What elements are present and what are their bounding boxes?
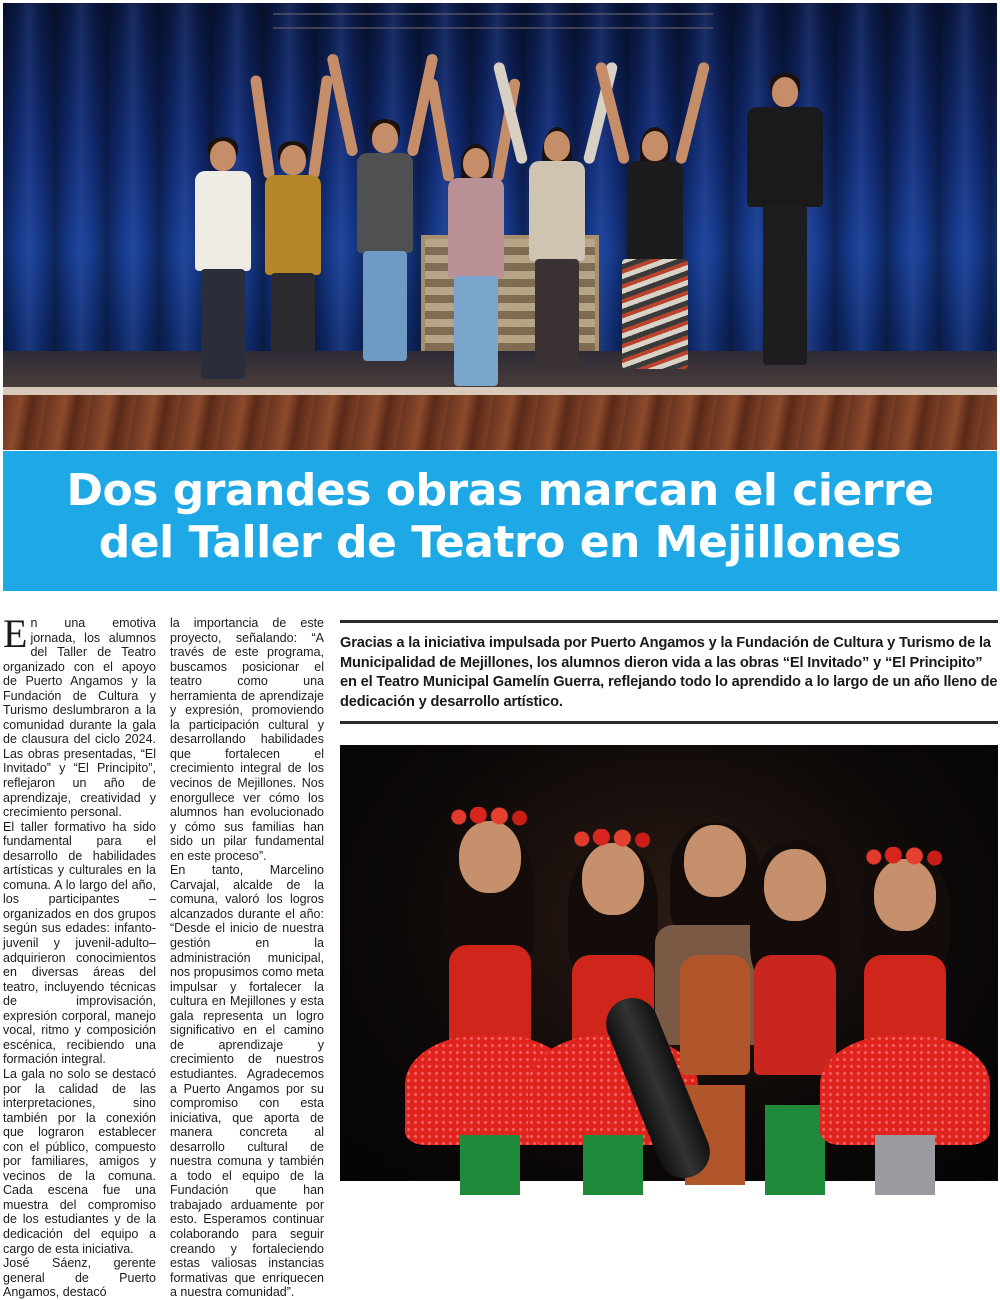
lead-rule-top (340, 620, 998, 623)
actor-figure (255, 145, 331, 381)
actor-figure (343, 123, 427, 381)
stage-edge (3, 387, 997, 395)
actor-figure (615, 131, 695, 379)
lighting-truss (273, 13, 713, 29)
body-paragraph: la importancia de este proyecto, señalando: “A través de este programa, buscamos posicionar el teatro como una herramienta de aprendizaje y expresión, promoviendo la participación cultural y desarrollando habilidades que fortalecen el crecimiento integral de los vecinos de Mejillones. Nos enorgullece ver cómo los alumnos han evolucionado y cómo sus familias han sido un pilar fundamental en este proceso”. (170, 616, 324, 863)
headline-band (3, 451, 997, 591)
child-performer (820, 835, 990, 1181)
body-paragraph: En tanto, Marcelino Carvajal, alcalde de la comuna, valoró los logros alcanzados durante el año: “Desde el inicio de nuestra gestión en la administración municipal, nos propusimos como meta impulsar y fortalecer la cultura en Mejillones y esta gala representa un logro significativo en el camino de aprendizaje y crecimiento de nuestros estudiantes. Agradecemos a Puerto Angamos por su compromiso con esta iniciativa, que aporta de manera concreta al desarrollo cultural de nuestra comuna y también a todo el equipo de la Fundación que han trabajado arduamente por esto. Esperamos continuar colaborando para seguir creando y fortaleciendo estas valiosas instancias formativas que enriquecen a nuestra comunidad”. (170, 863, 324, 1300)
actor-figure (439, 148, 513, 380)
actor-figure (737, 77, 833, 373)
body-paragraph: José Sáenz, gerente general de Puerto Angamos, destacó (3, 1256, 156, 1300)
article-headline (3, 465, 997, 569)
body-paragraph: El taller formativo ha sido fundamental para el desarrollo de habilidades artísticas y culturales en la comuna. A lo largo del año, los participantes –organizados en dos grupos según sus edades: infanto-juvenil y juvenil-adulto– adquirieron conocimientos en diversas áreas del teatro, incluyendo técnicas de improvisación, expresión corporal, manejo vocal, ritmo y composición escénica, recibiendo una formación integral. (3, 819, 156, 1067)
performance-photo (340, 745, 998, 1181)
stage-photo (3, 3, 997, 450)
actor-figure (515, 131, 599, 381)
body-paragraph: La gala no solo se destacó por la calidad de las interpretaciones, sino también por la conexión que lograron establecer con el público, compuesto por familiares, amigos y vecinos de la comuna. Cada escena fue una muestra del compromiso de los estudiantes y de la dedicación del equipo a cargo de esta iniciativa. (3, 1066, 156, 1256)
actor-figure (183, 141, 263, 381)
body-column-1 (3, 611, 156, 1300)
headline-line-1: Dos grandes obras marcan el cierre (66, 465, 934, 516)
article-lead: Gracias a la iniciativa impulsada por Puerto Angamos y la Fundación de Cultura y Turismo de la Municipalidad de Mejillones, los alumnos dieron vida a las obras “El Invitado” y “El Principito” en el Teatro Municipal Gamelín Guerra, reflejando todo lo aprendido a lo largo de un año lleno de dedicación y desarrollo artístico. (340, 635, 998, 710)
stage-front-wood (3, 395, 997, 450)
headline-line-2: del Taller de Teatro en Mejillones (98, 517, 902, 568)
body-paragraph: En una emotiva jornada, los alumnos del Taller de Teatro organizado con el apoyo de Puerto Angamos y la Fundación de Cultura y Turismo deslumbraron a la comunidad durante la gala de clausura del ciclo 2024. Las obras presentadas, “El Invitado” y “El Principito”, reflejaron un año de aprendizaje, creatividad y crecimiento personal. (3, 611, 156, 820)
body-column-2 (170, 616, 324, 1300)
drop-cap: E (3, 611, 28, 656)
lead-rule-bottom (340, 721, 998, 724)
